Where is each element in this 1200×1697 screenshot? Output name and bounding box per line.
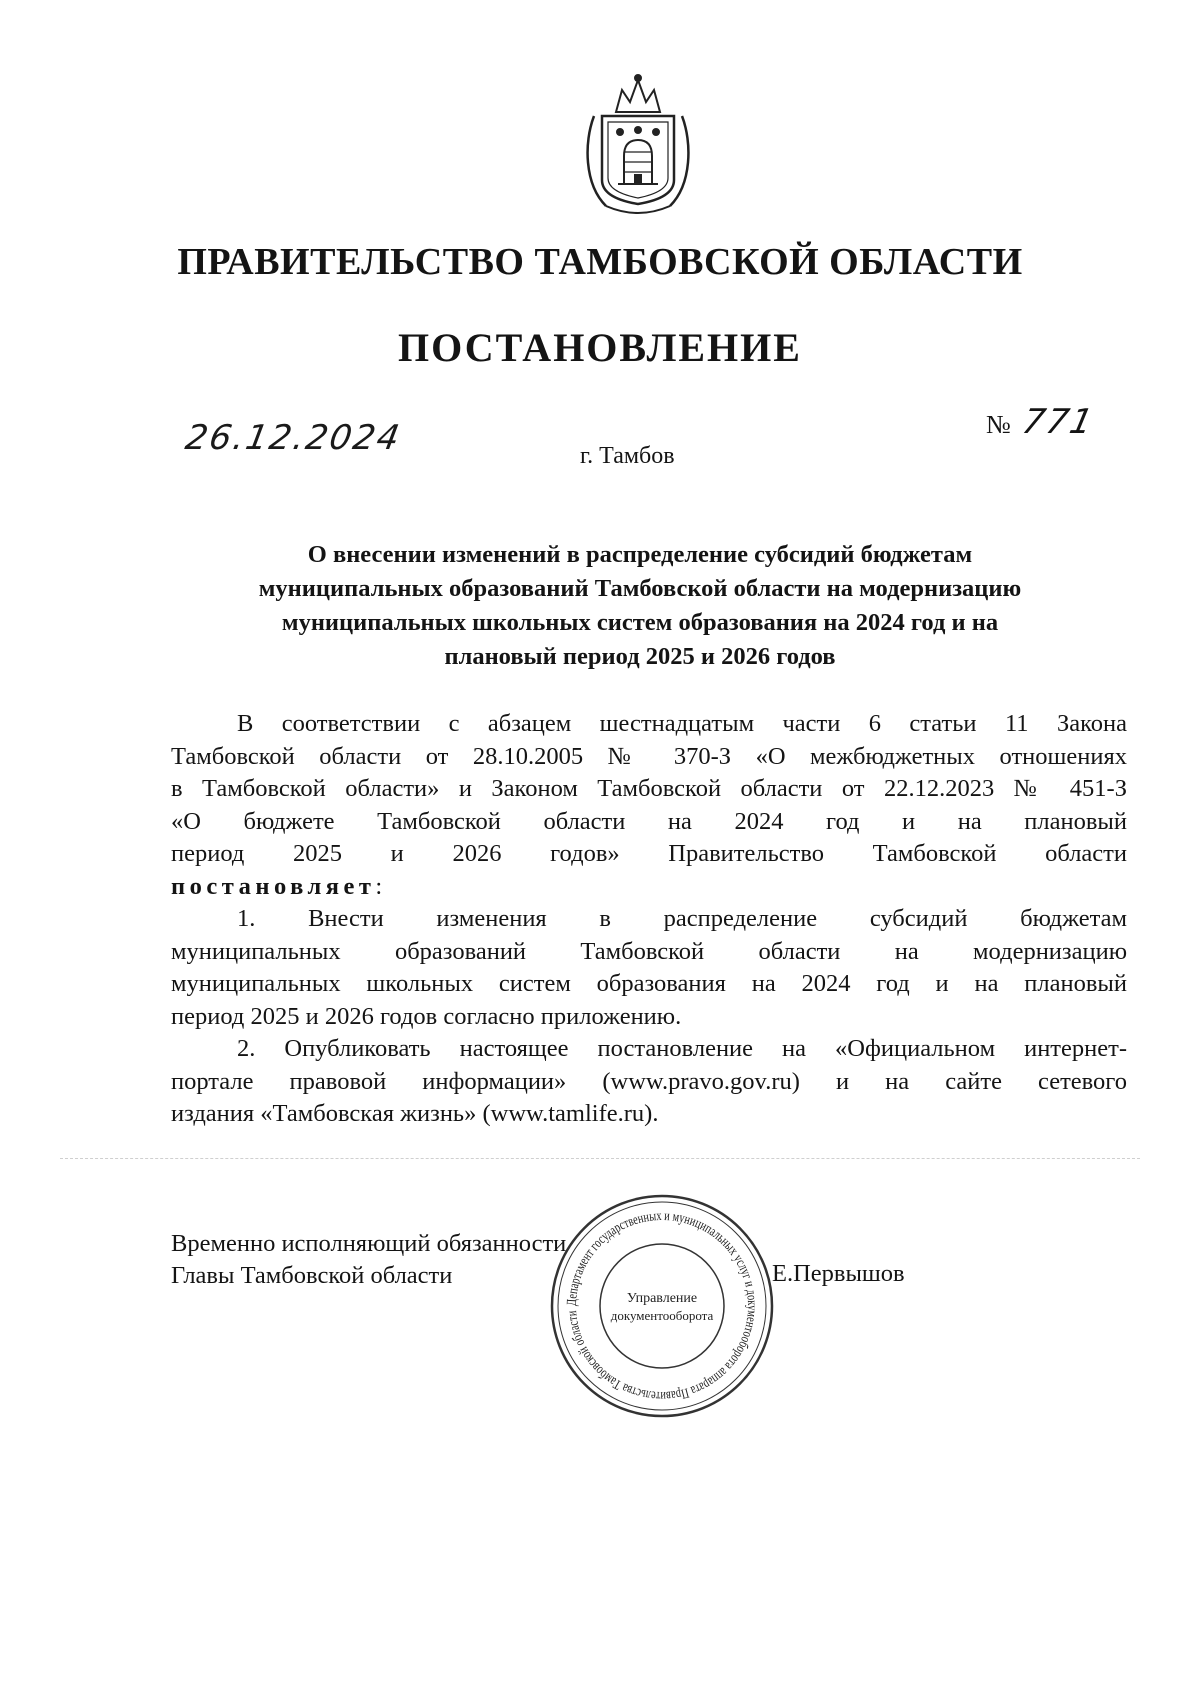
official-round-stamp-icon bbox=[546, 1190, 778, 1422]
signatory-name: Е.Первышов bbox=[772, 1260, 905, 1287]
body-line: муниципальных школьных систем образования на 2024 год и на плановый bbox=[171, 970, 1127, 997]
position-line: Временно исполняющий обязанности bbox=[171, 1230, 567, 1257]
document-subject bbox=[180, 538, 1100, 674]
body-line: Тамбовской области от 28.10.2005 № 370-З «О межбюджетных отношениях bbox=[171, 742, 1127, 770]
body-line: в Тамбовской области» и Законом Тамбовской области от 22.12.2023 № 451-З bbox=[171, 775, 1127, 802]
city-label: г. Тамбов bbox=[580, 443, 675, 469]
stamp-outer-text: Департамент государственных и муниципальных услуг и документооборота аппарата Правительства Тамбовской области bbox=[564, 1208, 760, 1404]
document-type-title: ПОСТАНОВЛЕНИЕ bbox=[398, 325, 802, 370]
subject-line: О внесении изменений в распределение субсидий бюджетам bbox=[307, 541, 973, 568]
tambov-coat-of-arms-icon bbox=[578, 72, 698, 220]
decree-line bbox=[171, 871, 1127, 904]
body-line: «О бюджете Тамбовской области на 2024 год и на плановый bbox=[171, 807, 1127, 835]
body-line: издания «Тамбовская жизнь» (www.tamlife.ru). bbox=[171, 1100, 659, 1127]
subject-line: муниципальных школьных систем образования на 2024 год и на bbox=[281, 609, 999, 636]
body-line: 2. Опубликовать настоящее постановление на «Официальном интернет- bbox=[237, 1035, 1127, 1062]
body-line: муниципальных образований Тамбовской области на модернизацию bbox=[171, 937, 1127, 965]
body-line: портале правовой информации» (www.pravo.gov.ru) и на сайте сетевого bbox=[171, 1067, 1127, 1095]
decree-word: постановляет bbox=[171, 872, 376, 900]
handwritten-number: 771 bbox=[1019, 402, 1099, 442]
body-line: период 2025 и 2026 годов» Правительство Тамбовской области bbox=[171, 840, 1127, 867]
decree-colon: : bbox=[375, 872, 383, 900]
subject-line: плановый период 2025 и 2026 годов bbox=[444, 643, 836, 670]
stamp-inner-line: Управление bbox=[626, 1291, 698, 1306]
stamp-inner-line: документооборота bbox=[610, 1308, 714, 1323]
subject-line: муниципальных образований Тамбовской области на модернизацию bbox=[258, 575, 1022, 602]
document-body bbox=[171, 708, 1127, 1131]
signatory-position bbox=[171, 1228, 566, 1292]
handwritten-date: 26.12.2024 bbox=[182, 418, 405, 458]
document-number bbox=[986, 402, 1099, 442]
scan-artifact-divider bbox=[60, 1158, 1140, 1159]
government-title: ПРАВИТЕЛЬСТВО ТАМБОВСКОЙ ОБЛАСТИ bbox=[177, 241, 1023, 283]
position-line: Главы Тамбовской области bbox=[171, 1262, 453, 1289]
number-sign: № bbox=[986, 410, 1011, 439]
body-line: 1. Внести изменения в распределение субсидий бюджетам bbox=[237, 905, 1127, 932]
svg-text:Департамент государственных и bbox=[565, 1209, 759, 1403]
body-line: В соответствии с абзацем шестнадцатым части 6 статьи 11 Закона bbox=[237, 710, 1127, 737]
body-line: период 2025 и 2026 годов согласно приложению. bbox=[171, 1002, 682, 1030]
